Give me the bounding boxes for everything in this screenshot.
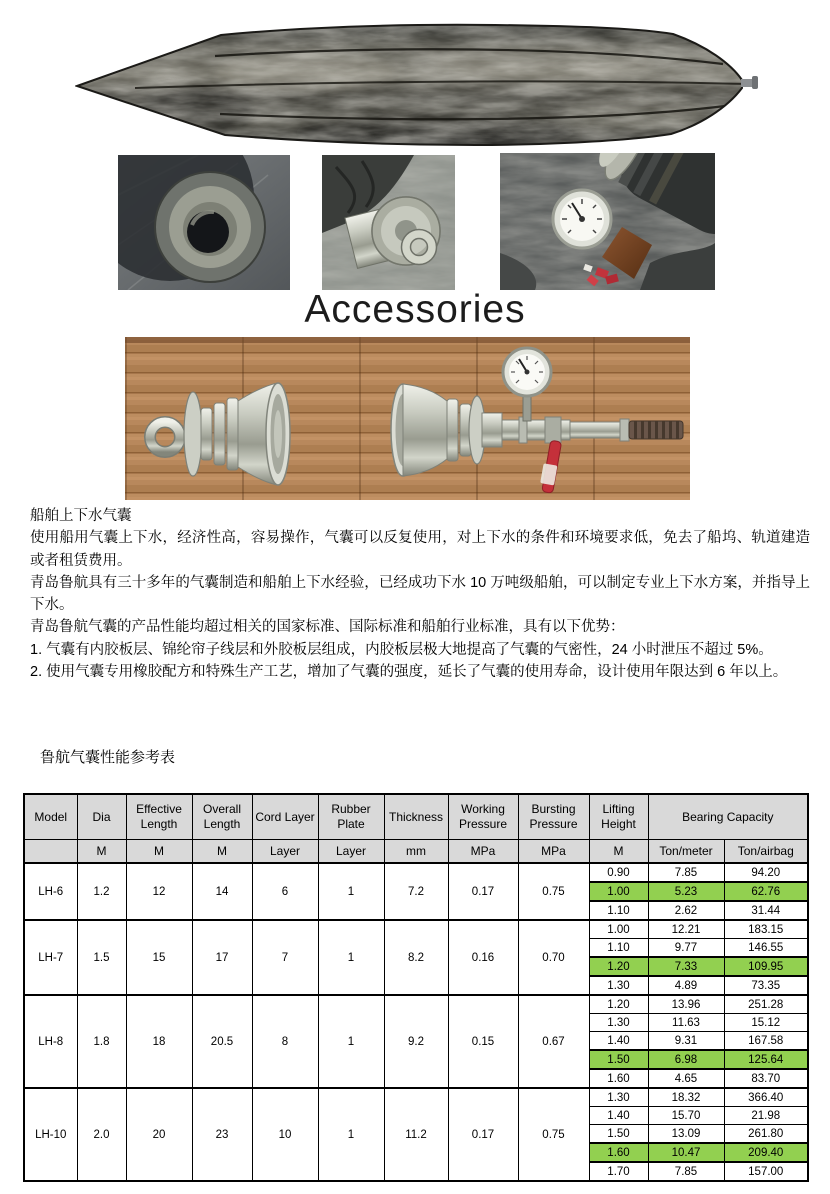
lifting-cell: 83.70 bbox=[724, 1069, 808, 1088]
table-row bbox=[24, 920, 808, 939]
lifting-cell: 1.30 bbox=[589, 1014, 648, 1032]
spec-cell: 7.2 bbox=[384, 863, 448, 920]
lifting-cell: 1.60 bbox=[589, 1143, 648, 1162]
unit-header: M bbox=[192, 840, 252, 864]
lifting-cell: 1.30 bbox=[589, 976, 648, 995]
column-header: Rubber Plate bbox=[318, 794, 384, 840]
lifting-cell: 62.76 bbox=[724, 882, 808, 901]
spec-cell: 0.15 bbox=[448, 995, 518, 1088]
gauge-connector bbox=[391, 348, 683, 493]
lifting-cell: 7.33 bbox=[648, 957, 724, 976]
hose-nipple bbox=[629, 421, 683, 439]
lifting-cell: 5.23 bbox=[648, 882, 724, 901]
lifting-cell: 261.80 bbox=[724, 1125, 808, 1144]
spec-cell: 0.75 bbox=[518, 1088, 589, 1181]
spec-cell: 1.8 bbox=[77, 995, 126, 1088]
column-header: Effective Length bbox=[126, 794, 192, 840]
performance-table bbox=[23, 793, 809, 1182]
spec-cell: 0.17 bbox=[448, 863, 518, 920]
table-title: 鲁航气囊性能参考表 bbox=[40, 749, 176, 766]
pressure-gauge bbox=[503, 348, 551, 396]
spec-cell: 7 bbox=[252, 920, 318, 995]
spec-cell: 10 bbox=[252, 1088, 318, 1181]
eye-bolt-fitting-photo bbox=[322, 155, 455, 290]
column-header: Bearing Capacity bbox=[648, 794, 808, 840]
spec-cell: 1 bbox=[318, 1088, 384, 1181]
lifting-cell: 1.10 bbox=[589, 901, 648, 920]
unit-header: mm bbox=[384, 840, 448, 864]
column-header: Thickness bbox=[384, 794, 448, 840]
lifting-cell: 251.28 bbox=[724, 995, 808, 1014]
lifting-cell: 109.95 bbox=[724, 957, 808, 976]
lifting-cell: 2.62 bbox=[648, 901, 724, 920]
spec-cell: 0.16 bbox=[448, 920, 518, 995]
intro-paragraph: 1. 气囊有内胶板层、锦纶帘子线层和外胶板层组成，内胶板层极大地提高了气囊的气密性，24 小时泄压不超过 5%。 bbox=[30, 641, 773, 658]
intro-paragraph: 青岛鲁航具有三十多年的气囊制造和船舶上下水经验，已经成功下水 10 万吨级船舶，可以制定专业上下水方案，并指导上下水。 bbox=[30, 574, 810, 614]
column-header: Cord Layer bbox=[252, 794, 318, 840]
spec-cell: 18 bbox=[126, 995, 192, 1088]
unit-header: MPa bbox=[448, 840, 518, 864]
lifting-cell: 167.58 bbox=[724, 1032, 808, 1051]
lifting-cell: 7.85 bbox=[648, 1162, 724, 1181]
lifting-cell: 1.40 bbox=[589, 1107, 648, 1125]
spec-cell: 0.75 bbox=[518, 863, 589, 920]
intro-paragraph: 2. 使用气囊专用橡胶配方和特殊生产工艺，增加了气囊的强度，延长了气囊的使用寿命，设计使用年限达到 6 年以上。 bbox=[30, 664, 788, 681]
lifting-cell: 125.64 bbox=[724, 1050, 808, 1069]
column-header: Model bbox=[24, 794, 77, 840]
lifting-cell: 4.65 bbox=[648, 1069, 724, 1088]
lifting-cell: 1.70 bbox=[589, 1162, 648, 1181]
lifting-cell: 13.09 bbox=[648, 1125, 724, 1144]
lifting-cell: 1.20 bbox=[589, 957, 648, 976]
lifting-cell: 11.63 bbox=[648, 1014, 724, 1032]
lifting-cell: 1.40 bbox=[589, 1032, 648, 1051]
lifting-cell: 15.70 bbox=[648, 1107, 724, 1125]
spec-cell: 1 bbox=[318, 863, 384, 920]
eye-connector bbox=[150, 383, 290, 485]
spec-cell: LH-6 bbox=[24, 863, 77, 920]
column-header: Dia bbox=[77, 794, 126, 840]
lifting-cell: 183.15 bbox=[724, 920, 808, 939]
unit-header: MPa bbox=[518, 840, 589, 864]
lifting-cell: 10.47 bbox=[648, 1143, 724, 1162]
lifting-cell: 18.32 bbox=[648, 1088, 724, 1107]
spec-cell: 17 bbox=[192, 920, 252, 995]
spec-cell: 11.2 bbox=[384, 1088, 448, 1181]
spec-cell: 0.70 bbox=[518, 920, 589, 995]
unit-header: Layer bbox=[252, 840, 318, 864]
spec-cell: 8.2 bbox=[384, 920, 448, 995]
unit-header: Ton/airbag bbox=[724, 840, 808, 864]
lifting-cell: 7.85 bbox=[648, 863, 724, 882]
spec-cell: 2.0 bbox=[77, 1088, 126, 1181]
lifting-cell: 31.44 bbox=[724, 901, 808, 920]
lifting-cell: 1.20 bbox=[589, 995, 648, 1014]
airbag-end-fitting-photo bbox=[118, 155, 290, 290]
table-row bbox=[24, 995, 808, 1014]
spec-cell: 12 bbox=[126, 863, 192, 920]
accessories-photo bbox=[125, 337, 690, 500]
lifting-cell: 9.77 bbox=[648, 939, 724, 958]
lifting-cell: 157.00 bbox=[724, 1162, 808, 1181]
lifting-cell: 9.31 bbox=[648, 1032, 724, 1051]
intro-text bbox=[30, 505, 810, 683]
red-valve-handle bbox=[539, 440, 562, 494]
lifting-cell: 1.00 bbox=[589, 882, 648, 901]
lifting-cell: 1.60 bbox=[589, 1069, 648, 1088]
spec-cell: 23 bbox=[192, 1088, 252, 1181]
lifting-cell: 4.89 bbox=[648, 976, 724, 995]
lifting-cell: 73.35 bbox=[724, 976, 808, 995]
pressure-gauge-fitting-photo bbox=[500, 153, 715, 290]
lifting-cell: 146.55 bbox=[724, 939, 808, 958]
performance-table-body bbox=[24, 863, 808, 1181]
lifting-cell: 94.20 bbox=[724, 863, 808, 882]
table-header-row-1 bbox=[24, 794, 808, 840]
lifting-cell: 21.98 bbox=[724, 1107, 808, 1125]
spec-cell: 9.2 bbox=[384, 995, 448, 1088]
spec-cell: LH-8 bbox=[24, 995, 77, 1088]
lifting-cell: 209.40 bbox=[724, 1143, 808, 1162]
unit-header: Layer bbox=[318, 840, 384, 864]
spec-cell: 1.2 bbox=[77, 863, 126, 920]
lifting-cell: 0.90 bbox=[589, 863, 648, 882]
spec-cell: 15 bbox=[126, 920, 192, 995]
lifting-cell: 366.40 bbox=[724, 1088, 808, 1107]
table-row bbox=[24, 863, 808, 882]
table-header-row-2 bbox=[24, 840, 808, 864]
column-header: Lifting Height bbox=[589, 794, 648, 840]
spec-cell: 1.5 bbox=[77, 920, 126, 995]
spec-cell: 1 bbox=[318, 920, 384, 995]
intro-paragraph: 使用船用气囊上下水，经济性高，容易操作，气囊可以反复使用，对上下水的条件和环境要求低，免去了船坞、轨道建造或者租赁费用。 bbox=[30, 530, 810, 569]
spec-cell: 20 bbox=[126, 1088, 192, 1181]
accessories-heading: Accessories bbox=[304, 288, 526, 331]
lifting-cell: 1.00 bbox=[589, 920, 648, 939]
unit-header bbox=[24, 840, 77, 864]
unit-header: M bbox=[77, 840, 126, 864]
lifting-cell: 1.50 bbox=[589, 1050, 648, 1069]
spec-cell: 20.5 bbox=[192, 995, 252, 1088]
airbag-photo bbox=[75, 22, 760, 147]
table-row bbox=[24, 1088, 808, 1107]
column-header: Bursting Pressure bbox=[518, 794, 589, 840]
lifting-cell: 6.98 bbox=[648, 1050, 724, 1069]
spec-cell: 6 bbox=[252, 863, 318, 920]
unit-header: Ton/meter bbox=[648, 840, 724, 864]
spec-cell: 1 bbox=[318, 995, 384, 1088]
lifting-cell: 1.50 bbox=[589, 1125, 648, 1144]
lifting-cell: 13.96 bbox=[648, 995, 724, 1014]
airbag-nozzle bbox=[741, 76, 758, 89]
lifting-cell: 15.12 bbox=[724, 1014, 808, 1032]
spec-cell: LH-7 bbox=[24, 920, 77, 995]
spec-cell: 0.67 bbox=[518, 995, 589, 1088]
unit-header: M bbox=[126, 840, 192, 864]
lifting-cell: 1.30 bbox=[589, 1088, 648, 1107]
spec-cell: 8 bbox=[252, 995, 318, 1088]
column-header: Working Pressure bbox=[448, 794, 518, 840]
spec-cell: 14 bbox=[192, 863, 252, 920]
lifting-cell: 1.10 bbox=[589, 939, 648, 958]
spec-cell: 0.17 bbox=[448, 1088, 518, 1181]
intro-heading: 船舶上下水气囊 bbox=[30, 508, 132, 524]
column-header: Overall Length bbox=[192, 794, 252, 840]
unit-header: M bbox=[589, 840, 648, 864]
spec-cell: LH-10 bbox=[24, 1088, 77, 1181]
intro-paragraph: 青岛鲁航气囊的产品性能均超过相关的国家标准、国际标准和船舶行业标准，具有以下优势： bbox=[30, 619, 625, 636]
lifting-cell: 12.21 bbox=[648, 920, 724, 939]
